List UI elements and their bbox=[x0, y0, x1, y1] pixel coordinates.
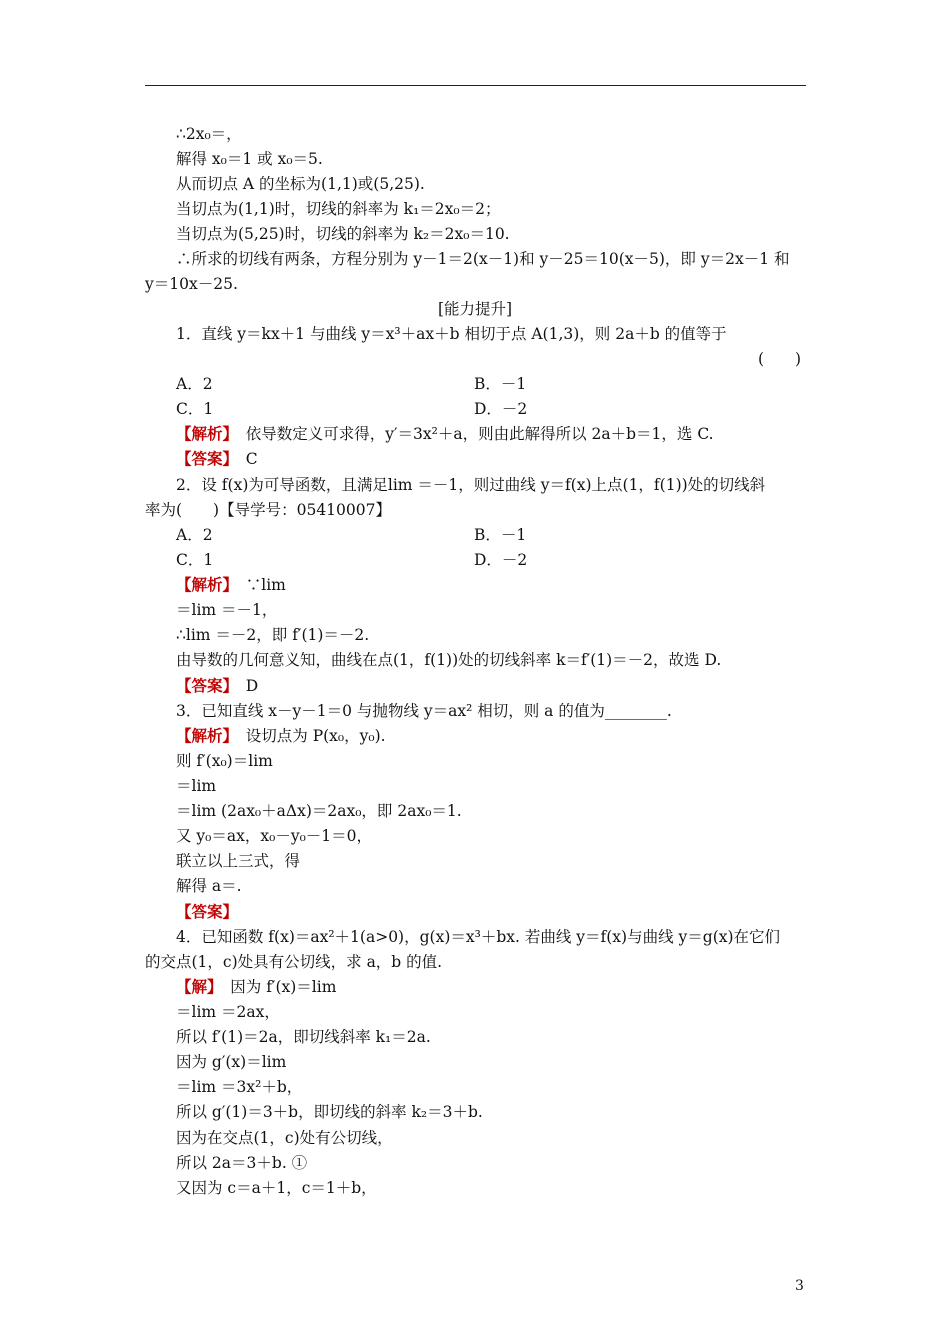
text-line: 解得 a＝. bbox=[176, 877, 242, 895]
text-line: 所以 g′(1)＝3＋b，即切线的斜率 k₂＝3＋b. bbox=[176, 1103, 483, 1121]
text-line: y＝10x－25. bbox=[145, 275, 238, 293]
text-line: 联立以上三式，得 bbox=[176, 852, 301, 870]
answer-text: C bbox=[230, 450, 258, 468]
option-c: C．1 bbox=[176, 551, 214, 569]
analysis-text: 设切点为 P(x₀，y₀). bbox=[230, 727, 386, 745]
option-b: B．－1 bbox=[474, 375, 527, 393]
solution-tag: 【解】 bbox=[176, 977, 215, 996]
text-line: 则 f′(x₀)＝lim bbox=[176, 752, 273, 770]
question-2: 2．设 f(x)为可导函数，且满足lim ＝－1，则过曲线 y＝f(x)上点(1，f(1))处的切线斜 bbox=[176, 476, 766, 494]
analysis-tag: 【解析】 bbox=[176, 726, 231, 745]
text-line: 因为 g′(x)＝lim bbox=[176, 1053, 287, 1071]
text-line: 从而切点 A 的坐标为(1,1)或(5,25). bbox=[176, 175, 425, 193]
header-rule bbox=[145, 85, 806, 86]
text-line: 又 y₀＝ax，x₀－y₀－1＝0， bbox=[176, 827, 373, 845]
text-line: ∴所求的切线有两条，方程分别为 y－1＝2(x－1)和 y－25＝10(x－5)，即 y＝2x－1 和 bbox=[176, 250, 790, 268]
text-line: 由导数的几何意义知，曲线在点(1，f(1))处的切线斜率 k＝f′(1)＝－2，故选 D. bbox=[176, 651, 722, 669]
text-line: ＝lim ＝2ax， bbox=[176, 1003, 280, 1021]
question-4: 4．已知函数 f(x)＝ax²＋1(a>0)，g(x)＝x³＋bx. 若曲线 y＝f(x)与曲线 y＝g(x)在它们 bbox=[176, 928, 781, 946]
answer-line bbox=[176, 449, 258, 469]
option-d: D．－2 bbox=[474, 551, 528, 569]
option-b: B．－1 bbox=[474, 526, 527, 544]
answer-bracket: ( ) bbox=[758, 350, 802, 368]
analysis-line bbox=[176, 726, 386, 746]
question-1: 1．直线 y＝kx＋1 与曲线 y＝x³＋ax＋b 相切于点 A(1,3)，则 2a＋b 的值等于 bbox=[176, 325, 727, 343]
solution-text: 因为 f′(x)＝lim bbox=[214, 978, 337, 996]
text-line: 所以 2a＝3＋b. ① bbox=[176, 1154, 308, 1172]
solution-line bbox=[176, 977, 336, 997]
text-line: 的交点(1，c)处具有公切线，求 a，b 的值. bbox=[145, 953, 443, 971]
text-line: 因为在交点(1，c)处有公切线， bbox=[176, 1129, 393, 1147]
analysis-text: ∵lim bbox=[230, 576, 286, 594]
answer-tag: 【答案】 bbox=[176, 902, 239, 921]
option-d: D．－2 bbox=[474, 400, 528, 418]
analysis-tag: 【解析】 bbox=[176, 424, 231, 443]
section-heading: [能力提升] bbox=[437, 300, 513, 318]
page-number: 3 bbox=[795, 1278, 804, 1294]
text-line: 当切点为(1,1)时，切线的斜率为 k₁＝2x₀＝2； bbox=[176, 200, 501, 218]
analysis-line bbox=[176, 424, 714, 444]
text-line: ＝lim bbox=[176, 777, 217, 795]
analysis-text: 依导数定义可求得，y′＝3x²＋a，则由此解得所以 2a＋b＝1，选 C. bbox=[230, 425, 714, 443]
answer-line bbox=[176, 902, 238, 922]
text-line: 又因为 c＝a＋1，c＝1＋b， bbox=[176, 1179, 377, 1197]
answer-line bbox=[176, 676, 258, 696]
text-line: ∴2x₀＝， bbox=[176, 125, 242, 143]
text-line: 当切点为(5,25)时，切线的斜率为 k₂＝2x₀＝10. bbox=[176, 225, 510, 243]
text-line: ＝lim ＝－1， bbox=[176, 601, 278, 619]
answer-tag: 【答案】 bbox=[176, 449, 231, 468]
text-line: ∴lim ＝－2，即 f′(1)＝－2. bbox=[176, 626, 370, 644]
answer-tag: 【答案】 bbox=[176, 676, 231, 695]
option-a: A．2 bbox=[176, 375, 213, 393]
question-3: 3．已知直线 x－y－1＝0 与抛物线 y＝ax² 相切，则 a 的值为________. bbox=[176, 702, 672, 720]
option-c: C．1 bbox=[176, 400, 214, 418]
text-line: ＝lim (2ax₀＋aΔx)＝2ax₀，即 2ax₀＝1. bbox=[176, 802, 462, 820]
analysis-tag: 【解析】 bbox=[176, 575, 231, 594]
text-line: 解得 x₀＝1 或 x₀＝5. bbox=[176, 150, 323, 168]
answer-text: D bbox=[230, 677, 259, 695]
analysis-line bbox=[176, 575, 286, 595]
text-line: ＝lim ＝3x²＋b， bbox=[176, 1078, 303, 1096]
text-line: 所以 f′(1)＝2a，即切线斜率 k₁＝2a. bbox=[176, 1028, 431, 1046]
option-a: A．2 bbox=[176, 526, 213, 544]
text-line: 率为( )【导学号：05410007】 bbox=[145, 501, 391, 519]
